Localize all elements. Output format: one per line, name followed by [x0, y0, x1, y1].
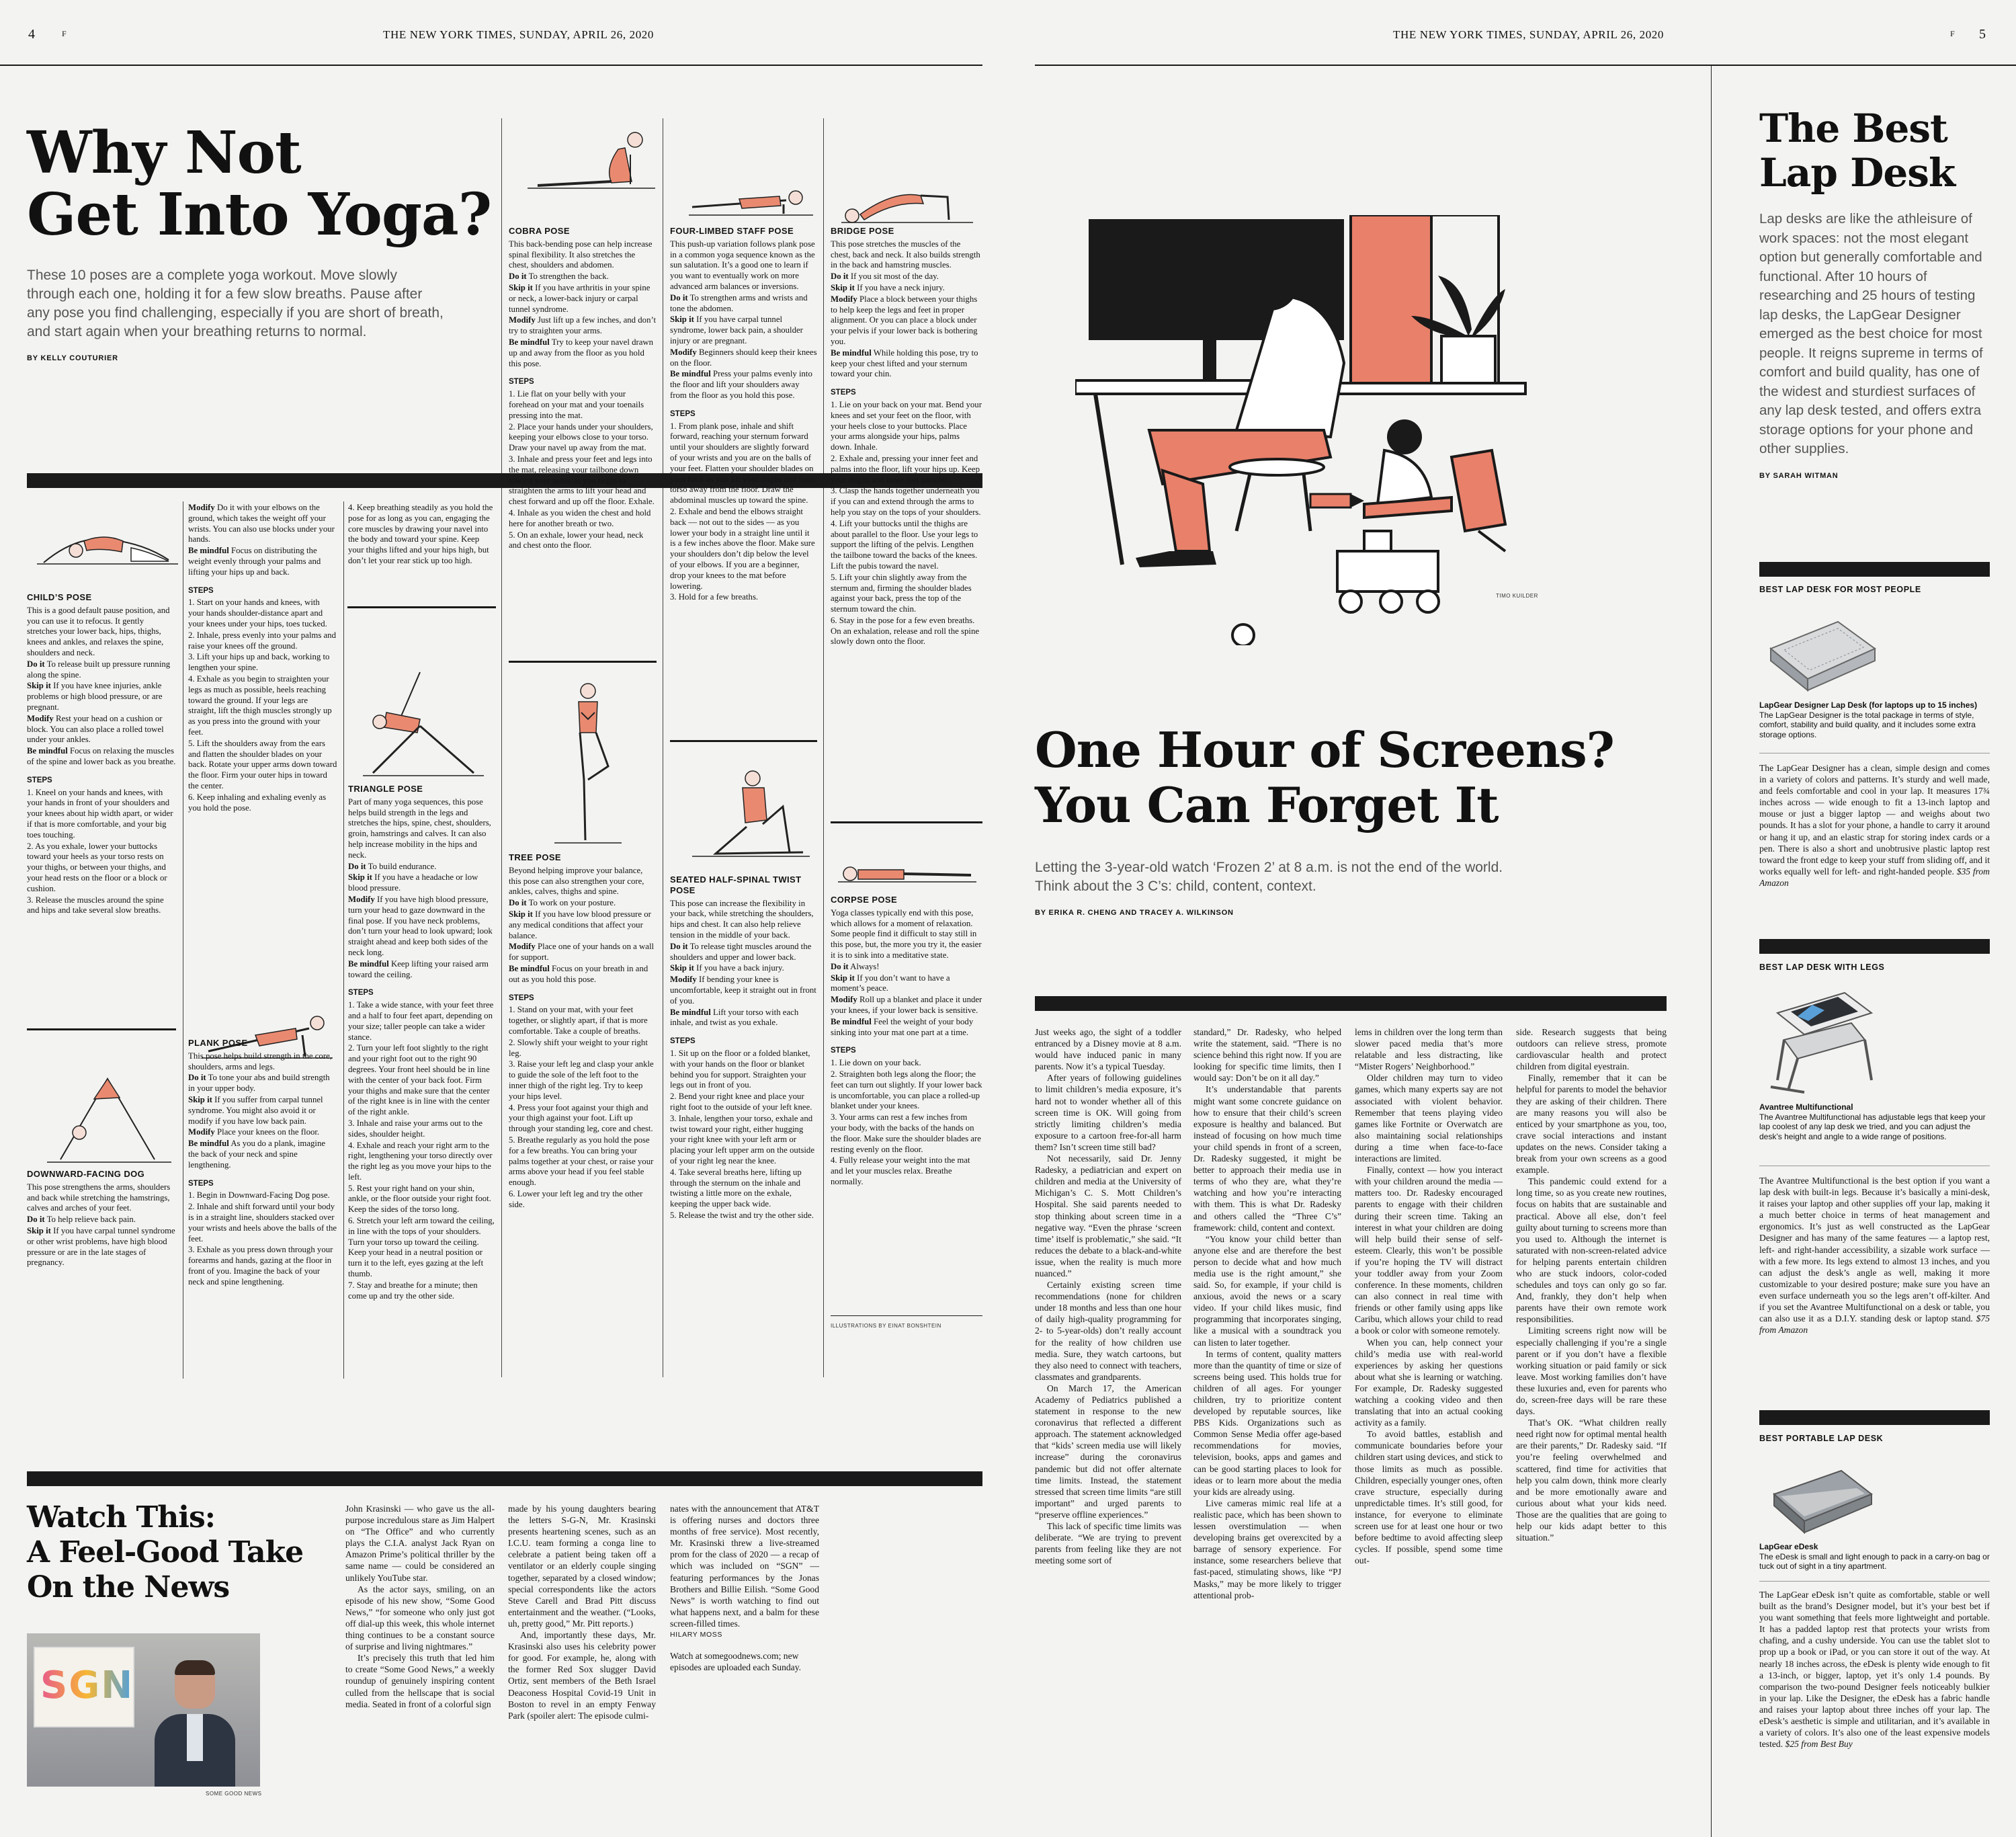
- four-limbed-illustration: [685, 180, 816, 220]
- label: Skip it: [27, 1225, 51, 1235]
- label: Skip it: [831, 973, 855, 983]
- pose-do-it: To strengthen the back.: [528, 272, 609, 282]
- step: 2. Inhale and shift forward until your body is in a straight line, shoulders stacked over your wrists and heels above the balls of the feet.: [188, 1202, 337, 1243]
- downward-dog-block: [27, 1165, 176, 1269]
- pose-do-it: To release built up pressure running along the spine.: [27, 659, 171, 680]
- bridge-pose-illustration: [840, 185, 974, 225]
- yoga-col-divider: [501, 118, 502, 1377]
- screens-title-line-2: You Can Forget It: [1035, 776, 1499, 833]
- cobra-pose-block: [509, 222, 657, 552]
- step: 3. Raise your left leg and clasp your ankle to guide the sole of the left foot to the inner thigh of the right leg. Try to keep your hips level.: [509, 1059, 654, 1101]
- step: 3. Your arms can rest a few inches from your body, with the backs of the hands on the floor. Make sure the shoulder blades are resting evenly on the floor.: [831, 1112, 981, 1154]
- product-blurb: The eDesk is small and light enough to pack in a carry-on bag or tuck out of sight in a tiny apartment.: [1759, 1551, 1990, 1571]
- sgn-sign: [34, 1647, 134, 1727]
- step: 5. Rest your right hand on your shin, ankle, or the floor outside your right foot. Keep the sides of the torso long.: [348, 1183, 491, 1215]
- pose-description: Yoga classes typically end with this pose, which allows for a moment of relaxation. Some people find it difficult to stay still in this pose, but, the more you try it, the easier it is to sink into a meditative state.: [831, 907, 982, 960]
- pose-do-it: To tone your abs and build strength in your upper body.: [188, 1073, 330, 1094]
- paragraph: In terms of content, quality matters more than the quantity of time or size of screens being used. This holds true for children of all ages. For younger children, try to prioritize content developed by reputable sources, like PBS Kids. Organizations such as Common Sense Media offer age-based recommendations for movies, television, books, apps and games and can be good starting places to look for ideas or to learn more about the media your kids are already using.: [1193, 1348, 1341, 1497]
- yoga-byline: BY KELLY COUTURIER: [27, 354, 118, 362]
- pick-3-text: [1759, 1542, 1991, 1571]
- pose-skip-it: If you have knee injuries, ankle problems or high blood pressure, or are pregnant.: [27, 681, 163, 712]
- lapdesk-title-line-2: Lap Desk: [1759, 150, 1956, 196]
- pose-description: Beyond helping improve your balance, this pose can also strengthen your core, ankles, calves, thighs and spine.: [509, 865, 644, 897]
- watch-title-line-1: Watch This:: [27, 1500, 215, 1535]
- left-f-section: F: [62, 29, 67, 38]
- pose-description: This is a good default pause position, and you can use it to refocus. It gently stretches your lower back, hips, thighs, knees and ankles, and relaxes the spine, shoulders and neck.: [27, 605, 170, 657]
- product-review: The LapGear Designer has a clean, simple design and comes in a variety of colors and patterns. It’s sturdy and well made, and feels comfortable and cool in your lap. It measures 17¾ inches across — wide enough to fit a 13-inch laptop and mouse or just a bigger laptop — and weighs about two pounds. It has a slot for your phone, a handle to carry it around or hang it up, and an elastic strap for storing index cards or a pen. There is also a short and unobtrusive plastic laptop rest toward the front edge to keep your stuff from sliding off, and it works equally well for left- and right-handed people.: [1759, 763, 1990, 876]
- pose-skip-it: If you have low blood pressure or any medical conditions that affect your balance.: [509, 909, 651, 940]
- illustration-credit: ILLUSTRATIONS BY EINAT BONSHTEIN: [831, 1323, 941, 1329]
- left-masthead: THE NEW YORK TIMES, SUNDAY, APRIL 26, 2020: [383, 28, 655, 41]
- steps-heading: STEPS: [670, 1037, 696, 1046]
- yoga-deck: These 10 poses are a complete yoga workout. Move slowly through each one, holding it for a few slow breaths. Pause after any pose you find challenging, especially if you are short of breath, and start again when your breathing returns to normal.: [27, 268, 444, 339]
- product-blurb: The LapGear Designer is the total package in terms of style, comfort, stability and build quality, and it includes some extra storage options.: [1759, 710, 1976, 739]
- hair: [175, 1660, 215, 1675]
- label: Skip it: [509, 282, 533, 292]
- screens-section-bar: [1035, 996, 1667, 1011]
- screens-col-1: [1035, 1026, 1181, 1566]
- label: Modify: [348, 894, 375, 904]
- pick-category: BEST LAP DESK WITH LEGS: [1759, 963, 1885, 972]
- pick-1-text: [1759, 700, 1991, 739]
- paragraph: Finally, context — how you interact with your children around the media — matters too. Dr. Radesky encouraged parents to engage with their children during their screen time. Taking an interest in what your children are doing will help build their sense of self-esteem. Clearly, this won’t be possible if you’re hoping the TV will distract your toddler away from your Zoom conference. In these moments, children can also connect in real time with friends or other family using apps like Caribu, which allows your child to read a book or color with someone remotely.: [1355, 1165, 1503, 1336]
- paragraph: As the actor says, smiling, on an episode of his new show, “Some Good News,” “for someone who only just got off dial-up this week, this whole internet thing continues to be a constant source of surprise and living nightmares.”: [345, 1584, 495, 1652]
- product-name: LapGear eDesk: [1759, 1542, 1818, 1551]
- illustration-credit: TIMO KUILDER: [1496, 593, 1538, 599]
- pose-skip-it: If you have a neck injury.: [857, 282, 945, 292]
- right-column-divider: [1711, 66, 1712, 1837]
- pose-separator: [27, 1028, 176, 1030]
- lapdesk-title-line-1: The Best: [1759, 106, 1947, 151]
- label: Do it: [831, 272, 849, 282]
- step: 4. Take several breaths here, lifting up through the sternum on the inhale and twisting a little more on the exhale, keeping the upper back wide.: [670, 1167, 802, 1209]
- label: Modify: [27, 713, 54, 723]
- watch-title-line-3: On the News: [27, 1570, 230, 1604]
- steps-heading: STEPS: [509, 993, 534, 1002]
- pose-do-it: Always!: [850, 961, 880, 971]
- pose-do-it: To build endurance.: [368, 861, 437, 871]
- label: Modify: [831, 294, 857, 304]
- steps-heading: STEPS: [188, 586, 214, 595]
- pose-skip-it: If you suffer from carpal tunnel syndrome. You might also avoid it or modify if you have low back pain.: [188, 1094, 323, 1126]
- seated-twist-illustration: [689, 766, 813, 860]
- step: 3. Exhale as you press down through your forearms and hands, gazing at the floor in front of you. Imagine the back of your neck and spine lengthening.: [188, 1245, 333, 1287]
- step: 6. Stretch your left arm toward the ceiling, in line with the tops of your shoulders. Turn your torso up toward the ceiling. Keep your head in a neutral position or turn it to the left, eyes gazing at the left thumb.: [348, 1216, 495, 1279]
- step: 1. Kneel on your hands and knees, with your hands in front of your shoulders and your knees about hip width apart, or wider if that is more comfortable, and your big toes touching.: [27, 787, 173, 840]
- pose-separator: [831, 1315, 982, 1316]
- pose-modify: Place a block between your thighs to help keep the legs and feet in proper alignment. Or you can place a block under your pelvis if your lower back is bothering you.: [831, 294, 978, 346]
- pose-name: BRIDGE POSE: [831, 226, 894, 236]
- tree-pose-illustration: [541, 679, 635, 847]
- label: Be mindful: [670, 1007, 711, 1017]
- triangle-pose-block: [348, 780, 496, 1302]
- label: Skip it: [670, 315, 694, 325]
- sgn-sign-text: SGN: [40, 1664, 134, 1707]
- label: Do it: [509, 272, 527, 282]
- label: Be mindful: [348, 958, 389, 969]
- watch-col-1: [345, 1503, 495, 1710]
- pose-mindful: Try to keep your navel drawn up and away from the floor as you hold this pose.: [509, 337, 654, 368]
- pose-description: Part of many yoga sequences, this pose helps build strength in the legs and stretches the hips, spine, chest, shoulders, groin, hamstrings and calves. It can also help increase mobility in the hips and neck.: [348, 797, 491, 860]
- step: 2. Slowly shift your weight to your right leg.: [509, 1037, 648, 1058]
- yoga-col-divider: [343, 501, 344, 1379]
- label: Do it: [509, 898, 527, 908]
- screens-col-2: [1193, 1026, 1341, 1601]
- screens-byline: BY ERIKA R. CHENG AND TRACEY A. WILKINSON: [1035, 909, 1234, 917]
- pose-description: This back-bending pose can help increase spinal flexibility. It also stretches the chest, shoulders and abdomen.: [509, 239, 653, 270]
- step: 2. Turn your left foot slightly to the right and your right foot out to the right 90 degrees. Your front heel should be in line with the center of your back foot. Firm your thighs and make sure that the center of the right knee is in line with the center of the right ankle.: [348, 1043, 490, 1117]
- paragraph: lems in children over the long term than slower paced media that’s more relatable and less distracting, like “Mister Rogers’ Neighborhood.”: [1355, 1027, 1503, 1072]
- pick-bar: [1759, 1410, 1990, 1425]
- childs-pose-block: [27, 588, 176, 917]
- right-page-number: 5: [1979, 27, 1986, 42]
- pose-name: PLANK POSE: [188, 1038, 248, 1048]
- label: Be mindful: [670, 369, 711, 379]
- label: Be mindful: [831, 1016, 872, 1026]
- step: 2. Exhale and bend the elbows straight back — not out to the sides — as you lower your body in a straight line until it is a few inches above the floor. Make sure your shoulders don’t dip below the level of your elbows. If you are a beginner, drop your knees to the mat before lowering.: [670, 506, 815, 591]
- pick-category: BEST PORTABLE LAP DESK: [1759, 1434, 1884, 1443]
- product-price: $25 from Best Buy: [1785, 1739, 1853, 1750]
- step: 1. Stand on your mat, with your feet together, or slightly apart, if that is more comfortable. Take a couple of breaths.: [509, 1005, 648, 1036]
- triangle-pose-illustration: [360, 665, 487, 780]
- step: 4. Press your foot against your thigh and your thigh against your foot. Lift up through your standing leg, core and chest.: [509, 1102, 653, 1134]
- step: 5. On an exhale, lower your head, neck and chest onto the floor.: [509, 530, 644, 550]
- paragraph: John Krasinski — who gave us the all-purpose incredulous stare as Jim Halpert on “The Office” and who currently plays the C.I.A. analyst Jack Ryan on Amazon Prime’s political thriller by the same name — could be considered an unlikely YouTube star.: [345, 1504, 495, 1583]
- step: 1. Take a wide stance, with your feet three and a half to four feet apart, depending on your size; taller people can take a wider stance.: [348, 1000, 494, 1042]
- watch-title: [27, 1500, 303, 1605]
- watch-footer-note: Watch at somegoodnews.com; new episodes are uploaded each Sunday.: [670, 1651, 802, 1673]
- step: 3. Inhale, lengthen your torso, exhale and twist toward your right, either hugging your right knee with your left arm or placing your left upper arm on the outside of your right leg near the knee.: [670, 1113, 814, 1166]
- photo-credit: SOME GOOD NEWS: [206, 1791, 262, 1797]
- corpse-pose-illustration: [837, 854, 978, 887]
- step: 3. Inhale and press your feet and legs into the mat, releasing your tailbone down toward your pubis as you begin to straighten the arms to lift your head and chest forward and up off the floor. Exhale.: [509, 454, 655, 507]
- label: Modify: [188, 503, 215, 512]
- paragraph: standard,” Dr. Radesky, who helped write the statement, said. “There is no science behind this right now. If you are looking for specific time limits, then I would say: Don’t be on it all day.”: [1193, 1027, 1341, 1084]
- pose-name: CORPSE POSE: [831, 895, 898, 905]
- screens-col-3: [1355, 1026, 1503, 1566]
- pose-description: This pose can increase the flexibility in your back, while stretching the shoulders, hips and chest. It can also help relieve tension in the middle of your back.: [670, 898, 814, 940]
- step: 2. As you exhale, lower your buttocks toward your heels as your torso rests on your thighs, or between your thighs, and your head rests on the floor or a block or cushion.: [27, 841, 167, 893]
- pose-modify: If bending your knee is uncomfortable, keep it straight out in front of you.: [670, 975, 816, 1006]
- lapdesk-title: [1759, 106, 1955, 195]
- pick-category: BEST LAP DESK FOR MOST PEOPLE: [1759, 585, 1921, 594]
- bridge-pose-block: [831, 222, 982, 648]
- pose-modify: Place your knees on the floor.: [217, 1127, 320, 1137]
- product-blurb: The Avantree Multifunctional has adjustable legs that keep your lap coolest of any lap desk we tried, and you can adjust the desk’s height and angle to a wide range of positions.: [1759, 1112, 1986, 1141]
- step: 1. Start on your hands and knees, with your hands shoulder-distance apart and your knees under your hips, toes tucked.: [188, 598, 327, 628]
- left-header-rule: [0, 65, 982, 66]
- pose-modify: If you have high blood pressure, turn your head to gaze downward in the final pose. If you have neck problems, don’t turn your head to look upward; look straight ahead and keep both sides of the neck long.: [348, 894, 493, 957]
- steps-heading: STEPS: [831, 389, 856, 397]
- downward-dog-illustration: [40, 1065, 175, 1166]
- paragraph: Limiting screens right now will be especially challenging if you’re a single parent or if you don’t have a flexible working situation or paid family or sick leave. Most working families don’t have these luxuries and, even for parents who do, screen-free days will be rare these days.: [1516, 1325, 1667, 1417]
- pick-1-body: [1759, 762, 1990, 889]
- step: 6. Lower your left leg and try the other side.: [509, 1188, 643, 1209]
- pose-mindful: Feel the weight of your body sinking into your mat one part at a time.: [831, 1016, 974, 1037]
- step: 4. Lift your buttocks until the thighs are about parallel to the floor. Use your legs to support the lifting of the pelvis. Lengthen the tailbone toward the backs of the knees. Lift the pubis toward the navel.: [831, 518, 978, 571]
- step: 3. Lift your hips up and back, working to lengthen your spine.: [188, 652, 330, 673]
- pose-mindful: Focus on distributing the weight evenly through your palms and lifting your hips up and back.: [188, 546, 321, 577]
- pose-do-it: To strengthen arms and wrists and tone the abdomen.: [670, 292, 808, 313]
- childs-pose-illustration: [37, 521, 178, 568]
- screens-col-4: [1516, 1026, 1667, 1543]
- step: 1. Lie on your back on your mat. Bend your knees and set your feet on the floor, with your heels close to your buttocks. Place your arms alongside your hips, palms down. Inhale.: [831, 399, 982, 452]
- sgn-photo: [27, 1633, 260, 1787]
- label: Do it: [27, 1215, 45, 1225]
- step: 3. Clasp the hands together underneath you if you can and extend through the arms to help you stay on the tops of your shoulders.: [831, 486, 981, 517]
- step: 6. Keep inhaling and exhaling evenly as you hold the pose.: [188, 792, 327, 813]
- step: 2. Bend your right knee and place your right foot to the outside of your left knee.: [670, 1092, 812, 1112]
- step: 5. Release the twist and try the other side.: [670, 1210, 814, 1220]
- label: Modify: [831, 995, 857, 1005]
- screens-title-line-1: One Hour of Screens?: [1035, 721, 1614, 778]
- pose-mindful: As you do a plank, imagine the back of your neck and spine lengthening.: [188, 1139, 326, 1170]
- step: 2. Place your hands under your shoulders, keeping your elbows close to your torso. Draw your navel up away from the mat.: [509, 421, 653, 453]
- step: 1. Lie down on your back.: [831, 1058, 921, 1068]
- paragraph: After years of following guidelines to limit children’s media exposure, it’s hard not to wonder whether all of this screen time is OK. Will going from strictly limiting children’s media exposure to a cartoon free-for-all harm them? Isn’t screen time still bad?: [1035, 1073, 1181, 1152]
- pose-description: This push-up variation follows plank pose in a common yoga sequence known as the sun salutation. It’s a good one to learn if you want to eventually work on more advanced arm balances or inversions.: [670, 239, 815, 291]
- pose-name: DOWNWARD-FACING DOG: [27, 1169, 145, 1179]
- screens-illustration: [1075, 215, 1566, 645]
- plank-continued: [348, 503, 496, 567]
- paragraph: On March 17, the American Academy of Pediatrics published a statement in response to the new coronavirus that reflected a different approach. The statement acknowledged that “kids’ screen media use will likely increase” during the coronavirus pandemic but did not offer alternate time limits. Instead, the statement stressed that screen time limits “are still important” and urged parents to “preserve offline experiences.”: [1035, 1383, 1181, 1520]
- yoga-title-line-2: Get Into Yoga?: [27, 181, 492, 249]
- product-price: $35 from Amazon: [1759, 866, 1990, 888]
- pose-do-it: If you sit most of the day.: [850, 272, 939, 282]
- paragraph: made by his young daughters bearing the letters S-G-N, Mr. Krasinski presents heartening scenes, such as an I.C.U. team forming a conga line to celebrate a patient being taken off a ventilator or an elderly couple singing together, separated by a closed window; special correspondents like the actors Steve Carell and Brad Pitt discuss entertainment and the weather. (“Looks, uh, pretty good,” Mr. Pitt reports.): [508, 1504, 656, 1629]
- pose-skip-it: If you have carpal tunnel syndrome, lower back pain, a shoulder injury or are pregnant.: [670, 315, 803, 345]
- pick-2-text: [1759, 1102, 1991, 1141]
- paragraph: Older children may turn to video games, which many experts say are not associated with violent behavior. Remember that teens playing video games like Fortnite or Overwatch are also maintaining social relationships during a time when face-to-face interactions are limited.: [1355, 1073, 1503, 1164]
- pose-mindful: Lift your torso with each inhale, and twist as you exhale.: [670, 1007, 799, 1028]
- pose-mindful: Focus on relaxing the muscles of the spine and lower back as you breathe.: [27, 746, 176, 766]
- yoga-title: [27, 119, 492, 249]
- lapgear-designer-image: [1764, 608, 1878, 696]
- shirt: [187, 1714, 203, 1761]
- label: Be mindful: [509, 963, 550, 973]
- step: 6. Stay in the pose for a few even breaths. On an exhalation, release and roll the spine slowly down onto the floor.: [831, 615, 980, 647]
- step: 4. Inhale as you widen the chest and hold here for another breath or two.: [509, 507, 651, 528]
- pose-name: COBRA POSE: [509, 226, 570, 236]
- pose-description: This pose helps build strength in the core, shoulders, arms and legs.: [188, 1051, 332, 1071]
- four-limbed-block: [670, 222, 817, 604]
- label: Do it: [670, 941, 688, 951]
- pose-separator: [509, 661, 657, 663]
- step: 5. Breathe regularly as you hold the pose for a few breaths. You can bring your palms together at your chest, or raise your arms above your head if you feel stable enough.: [509, 1135, 654, 1188]
- right-masthead: THE NEW YORK TIMES, SUNDAY, APRIL 26, 2020: [1393, 28, 1665, 41]
- steps-heading: STEPS: [188, 1179, 214, 1188]
- label: Modify: [670, 975, 697, 985]
- label: Modify: [670, 347, 697, 357]
- author-signature: HILARY MOSS: [670, 1631, 722, 1639]
- pose-separator: [347, 606, 496, 608]
- step: 5. Lift your chin slightly away from the sternum and, firming the shoulder blades against your back, press the top of the sternum toward the chin.: [831, 572, 972, 614]
- step: 1. Sit up on the floor or a folded blanket, with your hands on the floor or blanket behind you for support. Straighten your legs out in front of you.: [670, 1048, 810, 1090]
- seated-twist-block: [670, 870, 817, 1222]
- pose-skip-it: If you have a headache or low blood pressure.: [348, 872, 478, 893]
- step: 3. Release the muscles around the spine and hips and take several slow breaths.: [27, 895, 164, 915]
- watch-title-line-2: A Feel-Good Take: [27, 1535, 304, 1569]
- pose-name: FOUR-LIMBED STAFF POSE: [670, 226, 794, 236]
- pose-modify: Place one of your hands on a wall for support.: [509, 942, 655, 963]
- corpse-pose-block: [831, 891, 982, 1188]
- right-f-section: F: [1950, 29, 1956, 38]
- yoga-col-divider: [823, 118, 824, 1377]
- step: 3. Hold for a few breaths.: [670, 592, 759, 602]
- label: Be mindful: [188, 1139, 229, 1149]
- pose-do-it: To work on your posture.: [528, 898, 616, 908]
- label: Skip it: [27, 681, 51, 691]
- step: 1. Begin in Downward-Facing Dog pose.: [188, 1190, 330, 1200]
- pose-name: TRIANGLE POSE: [348, 784, 423, 794]
- avantree-image: [1764, 986, 1878, 1097]
- pick-separator: [1759, 1581, 1990, 1582]
- lapdesk-deck: Lap desks are like the athleisure of work spaces: not the most elegant option but generally comfortable and functional. After 10 hours of researching and 25 hours of testing lap desks, the LapGear Designer emerged as the best choice for most people. It reigns supreme in terms of comfort and build quality, has one of the widest and sturdiest surfaces of any lap desk tested, and offers extra storage options for your phone and other supplies.: [1759, 211, 1983, 456]
- pose-mindful: Press your palms evenly into the floor and lift your shoulders away from the floor as you hold this pose.: [670, 369, 812, 400]
- label: Skip it: [348, 872, 372, 883]
- pick-3-body: [1759, 1589, 1990, 1750]
- label: Skip it: [188, 1094, 212, 1104]
- label: Be mindful: [831, 348, 872, 358]
- label: Modify: [509, 942, 536, 952]
- step: 4. Keep breathing steadily as you hold the pose for as long as you can, engaging the core muscles by drawing your navel into the body and toward your spine. Keep your thighs lifted and your hips high, but don’t let your rear stick up too high.: [348, 503, 493, 565]
- step: 4. Exhale as you begin to straighten your legs as much as possible, heels reaching toward the ground. If your legs are straight, lift the thigh muscles strongly up as you press into the ground with your feet.: [188, 673, 332, 737]
- steps-heading: STEPS: [348, 989, 374, 997]
- paragraph: “You know your child better than anyone else and are therefore the best person to decide what and how much media use is the right amount,” she said. So, for example, if your child is anxious, avoid the news or a scary video. If your child likes music, find programming that incorporates singing, like a musical with a soundtrack you can listen to later together.: [1193, 1233, 1341, 1348]
- pick-2-body: [1759, 1175, 1990, 1336]
- product-name: Avantree Multifunctional: [1759, 1102, 1853, 1112]
- watch-col-2: [508, 1503, 656, 1721]
- plank-pose-block: [188, 1034, 337, 1289]
- label: Be mindful: [188, 546, 229, 556]
- label: Modify: [188, 1127, 215, 1137]
- tree-pose-block: [509, 848, 657, 1211]
- paragraph: That’s OK. “What children really need right now for optimal mental health are their parents,” Dr. Radesky said. “If you’re feeling overwhelmed and scattered, find time for activities that help you calm down, think more clearly and be more emotionally aware and curious about what your kids need. Those are the qualities that are going to help our kids adapt better to this situation.”: [1516, 1418, 1667, 1543]
- pose-modify: Rest your head on a cushion or block. You can also place a rolled towel under your ankles.: [27, 713, 164, 745]
- pose-name: SEATED HALF-SPINAL TWIST POSE: [670, 874, 802, 895]
- pose-mindful: Focus on your breath in and out as you hold this pose.: [509, 963, 648, 984]
- pick-bar: [1759, 939, 1990, 954]
- steps-heading: STEPS: [509, 378, 534, 386]
- pose-do-it: To help relieve back pain.: [46, 1215, 136, 1225]
- lapgear-edesk-image: [1764, 1457, 1878, 1538]
- left-page-number: 4: [28, 27, 35, 42]
- paragraph: Finally, remember that it can be helpful for parents to model the behavior they are asking of their children. There are many reasons you will also be enticed by your smartphone as you, too, crave social interactions and instant updates on the news. Consider taking a break from your own screens as a good example.: [1516, 1073, 1667, 1176]
- product-review: The LapGear eDesk isn’t quite as comfortable, stable or well built as the brand’s Designer model, but it’s your best bet if you want something that feels more lightweight and portable. It has a padded laptop rest that protects your wrists from chafing, and a cushy underside. You can use the tablet slot to prop up a book or iPad, or you can store it out of the way. At nearly 18 inches across, the eDesk is plenty wide enough to fit a 13-inch, or bigger, laptop, yet it’s only 1.4 pounds. By comparison the two-pound Designer feels noticeably bulkier in your lap. Like the Designer, the eDesk has a fabric handle and raises your laptop about three inches off your lap. The eDesk’s aesthetic is simple and utilitarian, and it’s available in a variety of colors. It’s also one of the least expensive models tested.: [1759, 1590, 1990, 1750]
- label: Be mindful: [509, 337, 550, 347]
- step: 4. Exhale and reach your right arm to the right, lengthening your torso directly over the right leg as you move your hips to the left.: [348, 1140, 493, 1182]
- product-review: The Avantree Multifunctional is the best option if you want a lap desk with built-in legs. Because it’s basically a mini-desk, it raises your laptop and other supplies off your lap, making it a much better choice in terms of heat management and ergonomics. It’s just as well constructed as the LapGear Designer and has many of the same features — a laptop rest, left- and right-hander accessibility, a sizable work surface — with a few more. Its legs extend to almost 13 inches, and you can adjust the desk’s angle as well, making it more customizable to your desired posture; make sure you have an even surface underneath you so the legs aren’t off-kilter. And if you set the Avantree Multifunctional on a desk or table, you can also use it as a D.I.Y. standing desk or laptop stand.: [1759, 1176, 1990, 1324]
- step: 1. From plank pose, inhale and shift forward, reaching your sternum forward until your shoulders are slightly forward of your wrists and you are on the balls of your feet. Flatten your shoulder blades on your back as you lift your thighs and front torso away from the floor. Draw the abdominal muscles up toward the spine.: [670, 421, 816, 505]
- paragraph: And, importantly these days, Mr. Krasinski also uses his celebrity power for good. For example, he, along with the former Red Sox slugger David Ortiz, sent members of the Beth Israel Deaconess Hospital Covid-19 Unit in Boston to revel in an empty Fenway Park (spoiler alert: The episode culmi-: [508, 1630, 656, 1721]
- watch-section-bar: [27, 1471, 982, 1486]
- paragraph: This lack of specific time limits was deliberate. “We are trying to prevent parents from feeling like they are not meeting some sort of: [1035, 1521, 1181, 1566]
- label: Skip it: [509, 909, 533, 919]
- pose-modify: Just lift up a few inches, and don’t try to straighten your arms.: [509, 315, 657, 336]
- step: 4. Fully release your weight into the mat and let your muscles relax. Breathe normally.: [831, 1155, 970, 1186]
- krasinski-figure: [155, 1660, 235, 1787]
- label: Do it: [831, 961, 849, 971]
- pose-separator: [670, 740, 817, 742]
- paragraph: This pandemic could extend for a long time, so as you create new routines, focus on habits that are sustainable and practical. Above all else, don’t feel guilty about turning to screens more than you used to. Although the internet is saturated with non-screen-related advice for helping parents entertain children who are stuck indoors, color-coded schedules and toys can only go so far. And, frankly, they don’t help when parents have their own remote work responsibilities.: [1516, 1176, 1667, 1325]
- paragraph: It’s precisely this truth that led him to create “Some Good News,” a weekly roundup of genuinely inspiring content culled from the hellscape that is social media. Seated in front of a colorful sign: [345, 1653, 495, 1709]
- step: 2. Exhale and, pressing your inner feet and palms into the floor, lift your hips up. Keep your thighs and inner feet parallel.: [831, 453, 980, 485]
- pose-separator: [831, 821, 982, 823]
- steps-heading: STEPS: [670, 409, 696, 418]
- paragraph: To avoid battles, establish and communicate boundaries before your children start using devices, and stick to those limits as much as possible. Children, especially younger ones, often crave structure, especially during unpredictable times. It’s still good, for instance, for everyone to eliminate screen use for at least one hour or two before bedtime to avoid affecting sleep cycles. If possible, spend some time out-: [1355, 1429, 1503, 1566]
- label: Do it: [27, 659, 45, 669]
- yoga-title-line-1: Why Not: [27, 119, 301, 187]
- pose-mindful: While holding this pose, try to keep your chest lifted and your sternum toward your chin.: [831, 348, 978, 379]
- step: 7. Stay and breathe for a minute; then come up and try the other side.: [348, 1280, 478, 1301]
- paragraph: side. Research suggests that being outdoors can relieve stress, promote cardiovascular health and protect children from digital eyestrain.: [1516, 1027, 1667, 1072]
- screens-deck: Letting the 3-year-old watch ‘Frozen 2’ at 8 a.m. is not the end of the world. Think about the 3 C’s: child, content, context.: [1035, 860, 1503, 894]
- pose-modify: Roll up a blanket and place it under your knees, if your lower back is sensitive.: [831, 995, 982, 1015]
- pose-skip-it: If you don’t want to have a moment’s peace.: [831, 973, 950, 993]
- paragraph: It’s understandable that parents might want some concrete guidance on how to ensure that their child’s screen exposure is healthy and balanced. But instead of focusing on how much time your child spends in front of a screen, Dr. Radesky suggested, it might be better to approach their media use in terms of who they are, what they’re watching and how you’re interacting with them. This is what Dr. Radesky and others called the “Three C’s” framework: child, content and context.: [1193, 1084, 1341, 1233]
- label: Do it: [188, 1073, 206, 1083]
- step: 1. Lie flat on your belly with your forehead on your mat and your toenails pressing into the mat.: [509, 389, 644, 420]
- pose-mindful: Keep lifting your raised arm toward the ceiling.: [348, 958, 489, 979]
- screens-title: [1035, 723, 1614, 833]
- steps-heading: STEPS: [831, 1047, 856, 1055]
- step: 2. Inhale, press evenly into your palms and raise your knees off the ground.: [188, 630, 336, 651]
- label: Do it: [348, 861, 366, 871]
- pose-name: CHILD’S POSE: [27, 592, 92, 602]
- pose-skip-it: If you have carpal tunnel syndrome or other wrist problems, have high blood pressure or are in the late stages of pregnancy.: [27, 1225, 175, 1268]
- pose-do-it: To release tight muscles around the shoulders and upper and lower back.: [670, 941, 812, 962]
- pose-skip-it: If you have a back injury.: [696, 963, 784, 973]
- product-price: $75 from Amazon: [1759, 1313, 1990, 1336]
- pick-bar: [1759, 562, 1990, 577]
- paragraph: Certainly existing screen time recommendations (none for children under 18 months and less than one hour of daily high-quality programming for 2- to 5-year-olds) don’t really account for the reality of how children use media. Sure, they watch cartoons, but they also need to connect with teachers, classmates and grandparents.: [1035, 1280, 1181, 1382]
- paragraph: Not necessarily, said Dr. Jenny Radesky, a pediatrician and expert on children and media at the University of Michigan’s C. S. Mott Children’s Hospital. She said parents needed to stop thinking about screen time in a negative way. “Even the phrase ‘screen time’ itself is problematic,” she said. “It reduces the debate to a black-and-white issue, when the reality is much more nuanced.”: [1035, 1153, 1181, 1278]
- step: 3. Inhale and raise your arms out to the sides, shoulder height.: [348, 1118, 483, 1139]
- pose-description: This pose strengthens the arms, shoulders and back while stretching the hamstrings, calves and arches of your feet.: [27, 1182, 171, 1213]
- label: Modify: [509, 315, 536, 325]
- label: Be mindful: [27, 746, 68, 756]
- downward-dog-continued: [188, 503, 337, 814]
- right-header-rule: [1035, 65, 2016, 66]
- paragraph: Just weeks ago, the sight of a toddler entranced by a Disney movie at 8 a.m. would have induced panic in many parents. Now it’s a typical Tuesday.: [1035, 1027, 1181, 1072]
- step: 5. Lift the shoulders away from the ears and flatten the shoulder blades on your back. Rotate your upper arms down toward the floor. Firm your outer hips in toward the center.: [188, 738, 337, 790]
- label: Do it: [670, 292, 688, 302]
- cobra-pose-illustration: [524, 128, 659, 195]
- pose-description: This pose stretches the muscles of the chest, back and neck. It also builds strength in the back and hamstring muscles.: [831, 239, 980, 270]
- paragraph: Live cameras mimic real life at a realistic pace, which has been shown to lessen overstimulation — when developing brains get overexcited by a barrage of sensory experience. For instance, some researchers believe that fast-paced, stimulating shows, like “PJ Masks,” may be more likely to trigger attentional prob-: [1193, 1498, 1341, 1600]
- pose-skip-it: If you have arthritis in your spine or neck, a lower-back injury or carpal tunnel syndrome.: [509, 282, 650, 314]
- paragraph: When you can, help connect your child’s media use with real-world experiences by asking her questions about what she is learning or watching. For example, Dr. Radesky suggested watching a cooking video and then translating that into an actual cooking activity as a family.: [1355, 1337, 1503, 1428]
- pose-modify: Beginners should keep their knees on the floor.: [670, 347, 817, 368]
- paragraph: nates with the announcement that AT&T is offering nurses and doctors three months of free service). Most recently, Mr. Krasinski threw a live-streamed prom for the class of 2020 — a recap of which was included on “SGN” — featuring performances by the Jonas Brothers and Billie Eilish. “Some Good News” is worth watching to find out what happens next, and a balm for these screen-filled times.: [670, 1504, 819, 1629]
- label: Skip it: [670, 963, 694, 973]
- watch-col-3: [670, 1503, 819, 1673]
- pose-name: TREE POSE: [509, 852, 562, 862]
- step: 2. Straighten both legs along the floor; the feet can turn out slightly. If your lower back is uncomfortable, you can place a rolled-up blanket under your knees.: [831, 1069, 982, 1111]
- pose-modify: Do it with your elbows on the ground, which takes the weight off your wrists. You can also use blocks under your hands.: [188, 503, 335, 544]
- lapdesk-byline: BY SARAH WITMAN: [1759, 472, 1839, 480]
- product-name: LapGear Designer Lap Desk (for laptops up to 15 inches): [1759, 700, 1978, 710]
- steps-heading: STEPS: [27, 776, 52, 784]
- label: Skip it: [831, 282, 855, 292]
